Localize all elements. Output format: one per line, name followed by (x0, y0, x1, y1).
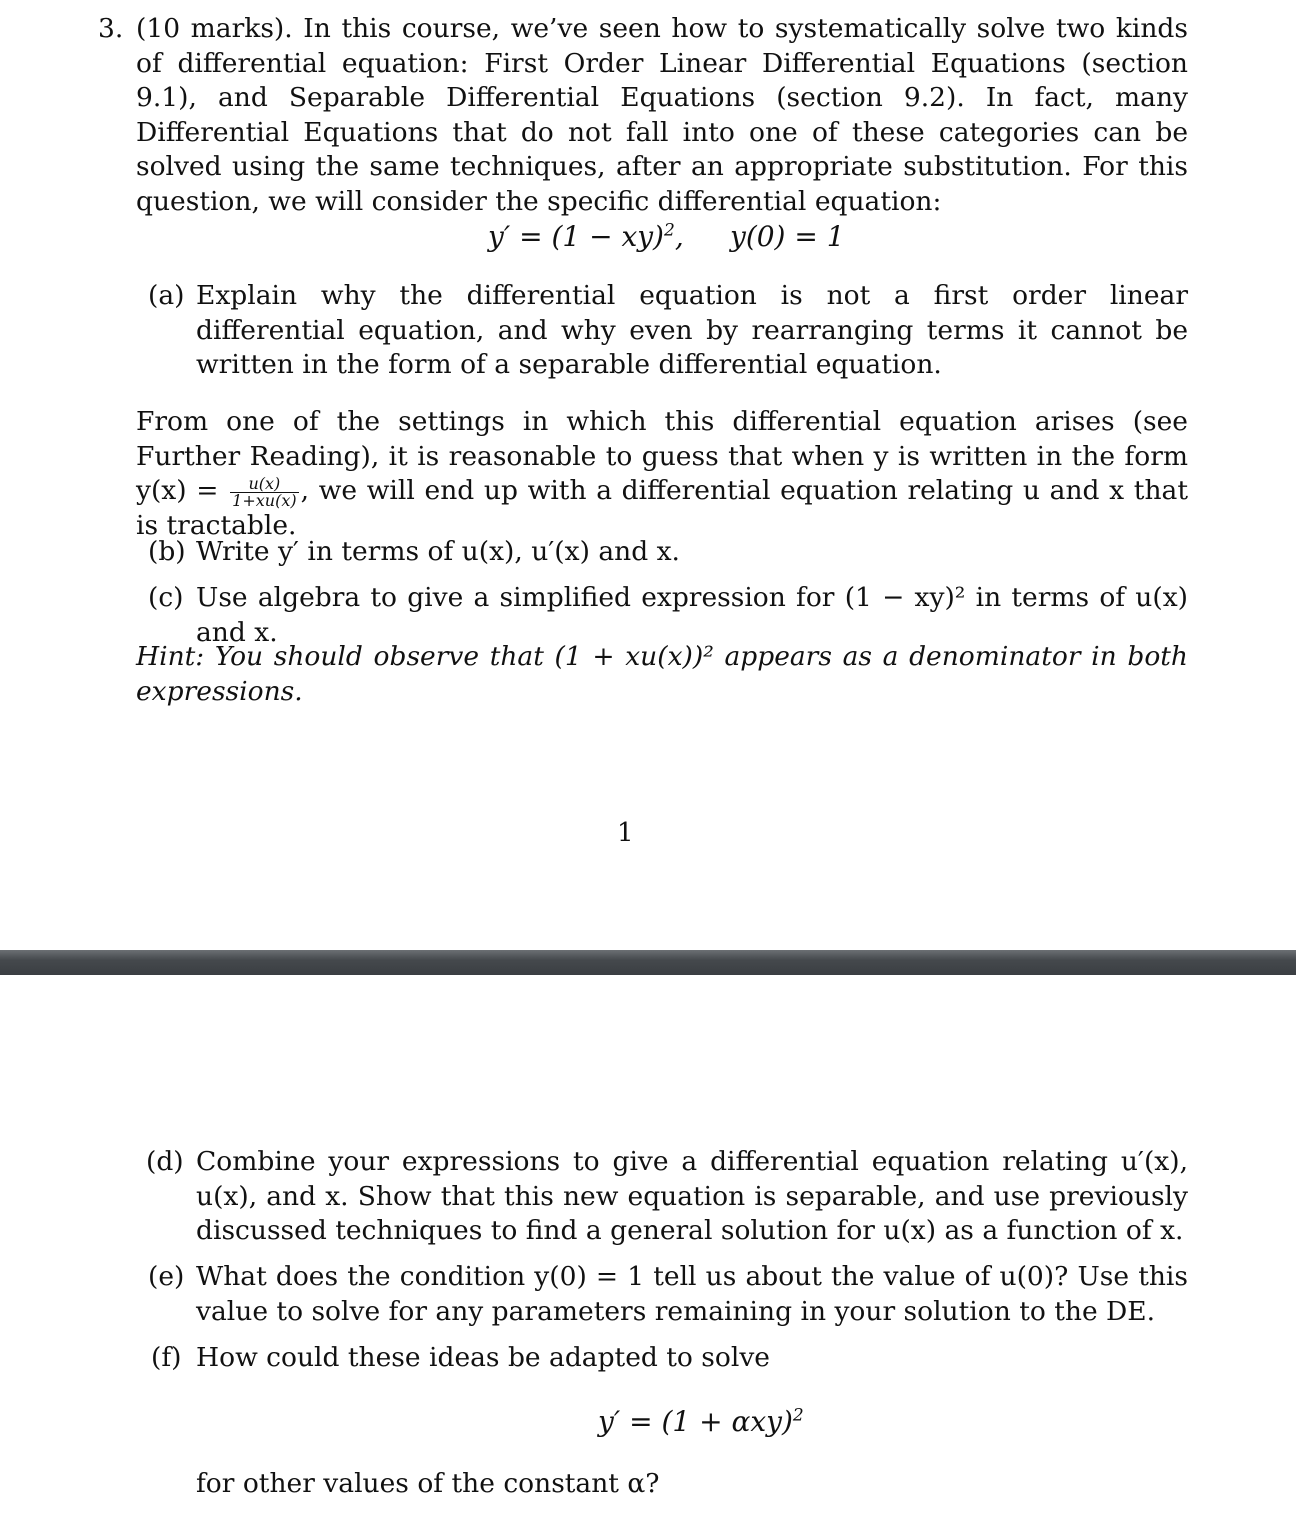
part-f-tail-text: for other values of the constant α? (196, 1468, 660, 1499)
part-e-label: (e) (148, 1261, 185, 1292)
part-b-text: Write y′ in terms of u(x), u′(x) and x. (196, 536, 680, 567)
question-intro-text: (10 marks). In this course, we’ve seen how to systematically solve two kinds of differential equation: First Order Linear Differential Equations (section 9.1), and Separable Differential Equations (section 9.2). In fact, many Differential Equations that do not fall into one of these categories can be solved using the same techniques, after an appropriate substitution. For this question, we will consider the specific differential equation: (136, 13, 1188, 217)
part-f-equation-exponent: 2 (792, 1405, 804, 1426)
part-f-label: (f) (151, 1342, 182, 1373)
part-b (196, 535, 1188, 570)
page-2 (0, 975, 1296, 1514)
page-number: 1 (617, 818, 634, 848)
part-a-label: (a) (148, 280, 185, 311)
part-a-text: Explain why the differential equation is not a first order linear differential equation, and why even by rearranging terms it cannot be written in the form of a separable differential equation. (196, 280, 1188, 381)
question-intro (136, 12, 1188, 220)
part-f-equation-base: y′ = (1 + αxy) (598, 1405, 793, 1438)
part-b-label: (b) (148, 536, 186, 567)
part-d-label: (d) (146, 1146, 184, 1177)
hint-text: Hint: You should observe that (1 + xu(x))² appears as a denominator in both expressions. (136, 641, 1188, 707)
part-f-tail (196, 1467, 1188, 1502)
context-line2: , we will end up with a differential equation relating u and x that is tractable. (136, 475, 1188, 541)
main-equation-exponent: 2 (663, 220, 675, 241)
fraction-denominator: 1+xu(x) (232, 490, 297, 510)
part-d-text: Combine your expressions to give a differential equation relating u′(x), u(x), and x. Show that this new equation is separable, and use previously discussed techniques to find a general solution for u(x) as a function of x. (196, 1146, 1188, 1247)
part-f-equation (598, 1405, 804, 1439)
part-f-text: How could these ideas be adapted to solve (196, 1342, 770, 1373)
context-paragraph (136, 405, 1188, 543)
part-e (196, 1260, 1188, 1329)
hint (136, 640, 1188, 709)
main-equation-separator: , (674, 220, 684, 253)
part-d (196, 1145, 1188, 1249)
main-equation-lhs: y′ = (1 − xy) (488, 220, 664, 253)
part-f (196, 1341, 1188, 1376)
part-e-text: What does the condition y(0) = 1 tell us about the value of u(0)? Use this value to solve for any parameters remaining in your solution to the DE. (196, 1261, 1188, 1327)
part-c-text: Use algebra to give a simplified expression for (1 − xy)² in terms of u(x) and x. (196, 582, 1188, 648)
substitution-fraction (230, 473, 298, 510)
main-equation (488, 220, 684, 254)
initial-condition: y(0) = 1 (730, 220, 845, 253)
part-a (196, 279, 1188, 383)
part-c-label: (c) (148, 582, 184, 613)
question-number: 3. (98, 13, 124, 44)
page-divider (0, 950, 1296, 975)
context-line1: From one of the settings in which this differential equation arises (see Further Reading), it is reasonable to guess that when y is written in the form y(x) = (136, 406, 1188, 507)
fraction-numerator: u(x) (230, 476, 298, 493)
